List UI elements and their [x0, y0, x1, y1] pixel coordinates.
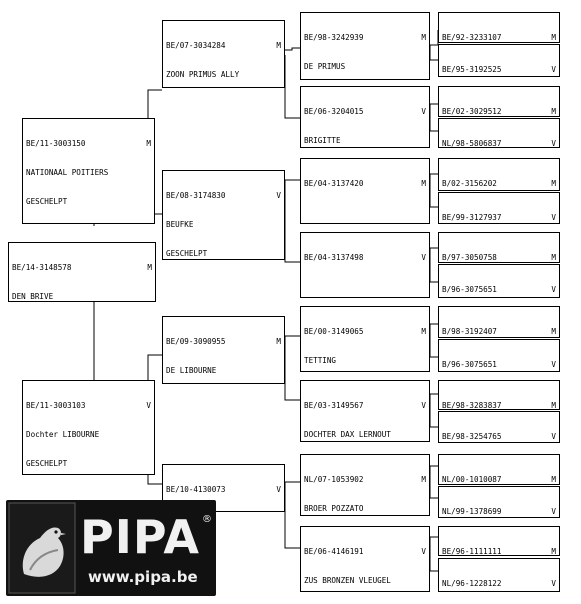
pigeon-card-gen5[interactable] [438, 12, 560, 43]
pigeon-card-gen5[interactable] [438, 232, 560, 263]
card-line: NATIONAAL POITIERS [26, 167, 109, 177]
card-line: ZUS BRONZEN VLEUGEL [304, 575, 391, 585]
pigeon-card-gen5[interactable] [438, 118, 560, 148]
pigeon-card-gen5[interactable] [438, 380, 560, 410]
ring-number: B/98-3192407 [442, 327, 497, 337]
pigeon-card-gen4[interactable] [300, 86, 430, 148]
pigeon-card-dam[interactable] [22, 380, 155, 475]
sex-marker: V [146, 401, 151, 411]
pigeon-icon [6, 500, 78, 596]
sex-marker: M [421, 179, 426, 189]
sex-marker: M [421, 33, 426, 43]
card-line: DE LIBOURNE [166, 365, 217, 375]
sex-marker: V [421, 401, 426, 411]
pigeon-card-gen4[interactable] [300, 158, 430, 224]
ring-number: BE/98-3242939 [304, 33, 364, 43]
sex-marker: V [551, 65, 556, 75]
pigeon-card-gen4[interactable] [300, 306, 430, 372]
sex-marker: V [276, 485, 281, 495]
card-line: DOCHTER DAX LERNOUT [304, 429, 391, 439]
ring-number: BE/96-1111111 [442, 547, 502, 556]
pigeon-card-gen5[interactable] [438, 411, 560, 443]
sex-marker: V [551, 432, 556, 442]
ring-number: NL/99-1378699 [442, 507, 502, 517]
pigeon-card-gen4[interactable] [300, 380, 430, 442]
pigeon-card-gen3[interactable] [162, 20, 285, 88]
card-line: DE PRIMUS [304, 61, 346, 71]
card-line: GESCHELPT [26, 196, 68, 206]
pigeon-card-sire[interactable] [22, 118, 155, 224]
sex-marker: M [551, 107, 556, 117]
pigeon-card-gen4[interactable] [300, 12, 430, 80]
ring-number: B/96-3075651 [442, 360, 497, 370]
sex-marker: V [421, 253, 426, 263]
pigeon-card-subject[interactable] [8, 242, 156, 302]
pigeon-card-gen5[interactable] [438, 192, 560, 224]
sex-marker: M [551, 33, 556, 43]
sex-marker: M [276, 337, 281, 347]
ring-number: BE/08-3174830 [166, 191, 226, 201]
sex-marker: V [551, 579, 556, 589]
sex-marker: M [551, 179, 556, 189]
card-line [304, 208, 426, 218]
logo-brand: PIPA [80, 510, 200, 564]
ring-number: BE/07-3034284 [166, 41, 226, 51]
logo-url[interactable]: www.pipa.be [88, 568, 198, 586]
card-line: DEN BRIVE [12, 291, 54, 301]
ring-number: BE/14-3148578 [12, 263, 72, 273]
ring-number: BE/04-3137498 [304, 253, 364, 263]
sex-marker: M [421, 327, 426, 337]
ring-number: BE/00-3149065 [304, 327, 364, 337]
pigeon-card-gen4[interactable] [300, 232, 430, 298]
ring-number: BE/98-3283837 [442, 401, 502, 410]
sex-marker: V [421, 107, 426, 117]
sex-marker: V [421, 547, 426, 557]
sex-marker: M [147, 263, 152, 273]
card-line: BRIGITTE [304, 135, 341, 145]
ring-number: BE/92-3233107 [442, 33, 502, 43]
ring-number: BE/10-4130073 [166, 485, 226, 495]
pigeon-card-gen4[interactable] [300, 454, 430, 516]
card-line [304, 282, 426, 292]
ring-number: BE/98-3254765 [442, 432, 502, 442]
ring-number: NL/00-1010087 [442, 475, 502, 485]
sex-marker: M [551, 475, 556, 485]
pigeon-card-gen5[interactable] [438, 558, 560, 592]
ring-number: BE/06-4146191 [304, 547, 364, 557]
pigeon-card-gen5[interactable] [438, 454, 560, 485]
ring-number: BE/04-3137420 [304, 179, 364, 189]
sex-marker: M [551, 253, 556, 263]
pigeon-card-gen5[interactable] [438, 526, 560, 556]
sex-marker: M [551, 327, 556, 337]
sex-marker: V [276, 191, 281, 201]
ring-number: B/97-3050758 [442, 253, 497, 263]
ring-number: B/96-3075651 [442, 285, 497, 295]
logo-registered: ® [202, 514, 212, 525]
pigeon-card-gen5[interactable] [438, 339, 560, 372]
ring-number: NL/96-1228122 [442, 579, 502, 589]
pigeon-card-gen5[interactable] [438, 306, 560, 338]
ring-number: BE/02-3029512 [442, 107, 502, 117]
sex-marker: V [551, 507, 556, 517]
ring-number: BE/11-3003103 [26, 401, 86, 411]
ring-number: BE/03-3149567 [304, 401, 364, 411]
card-line: TETTING [304, 355, 337, 365]
ring-number: BE/06-3204015 [304, 107, 364, 117]
ring-number: BE/09-3090955 [166, 337, 226, 347]
ring-number: NL/07-1053902 [304, 475, 364, 485]
card-line: GESCHELPT [26, 458, 68, 468]
sex-marker: M [146, 139, 151, 149]
sex-marker: M [551, 547, 556, 556]
card-line: Dochter LIBOURNE [26, 429, 100, 439]
sex-marker: V [551, 139, 556, 148]
card-line: ZOON PRIMUS ALLY [166, 69, 240, 79]
ring-number: NL/98-5806837 [442, 139, 502, 148]
pigeon-card-gen5[interactable] [438, 158, 560, 191]
pigeon-card-gen5[interactable] [438, 86, 560, 117]
ring-number: BE/11-3003150 [26, 139, 86, 149]
pigeon-card-gen5[interactable] [438, 486, 560, 518]
sex-marker: V [551, 285, 556, 295]
ring-number: BE/99-3127937 [442, 213, 502, 223]
pipa-logo[interactable] [6, 500, 216, 596]
sex-marker: M [551, 401, 556, 410]
pigeon-card-gen5[interactable] [438, 264, 560, 298]
sex-marker: M [276, 41, 281, 51]
ring-number: B/02-3156202 [442, 179, 497, 189]
ring-number: BE/95-3192525 [442, 65, 502, 75]
card-line: BEUFKE [166, 219, 194, 229]
pigeon-card-gen4[interactable] [300, 526, 430, 592]
sex-marker: V [551, 213, 556, 223]
pigeon-card-gen3[interactable] [162, 170, 285, 260]
card-line: GESCHELPT [166, 248, 208, 258]
pigeon-card-gen5[interactable] [438, 44, 560, 77]
sex-marker: V [551, 360, 556, 370]
sex-marker: M [421, 475, 426, 485]
card-line: BROER POZZATO [304, 503, 364, 513]
pigeon-card-gen3[interactable] [162, 316, 285, 384]
